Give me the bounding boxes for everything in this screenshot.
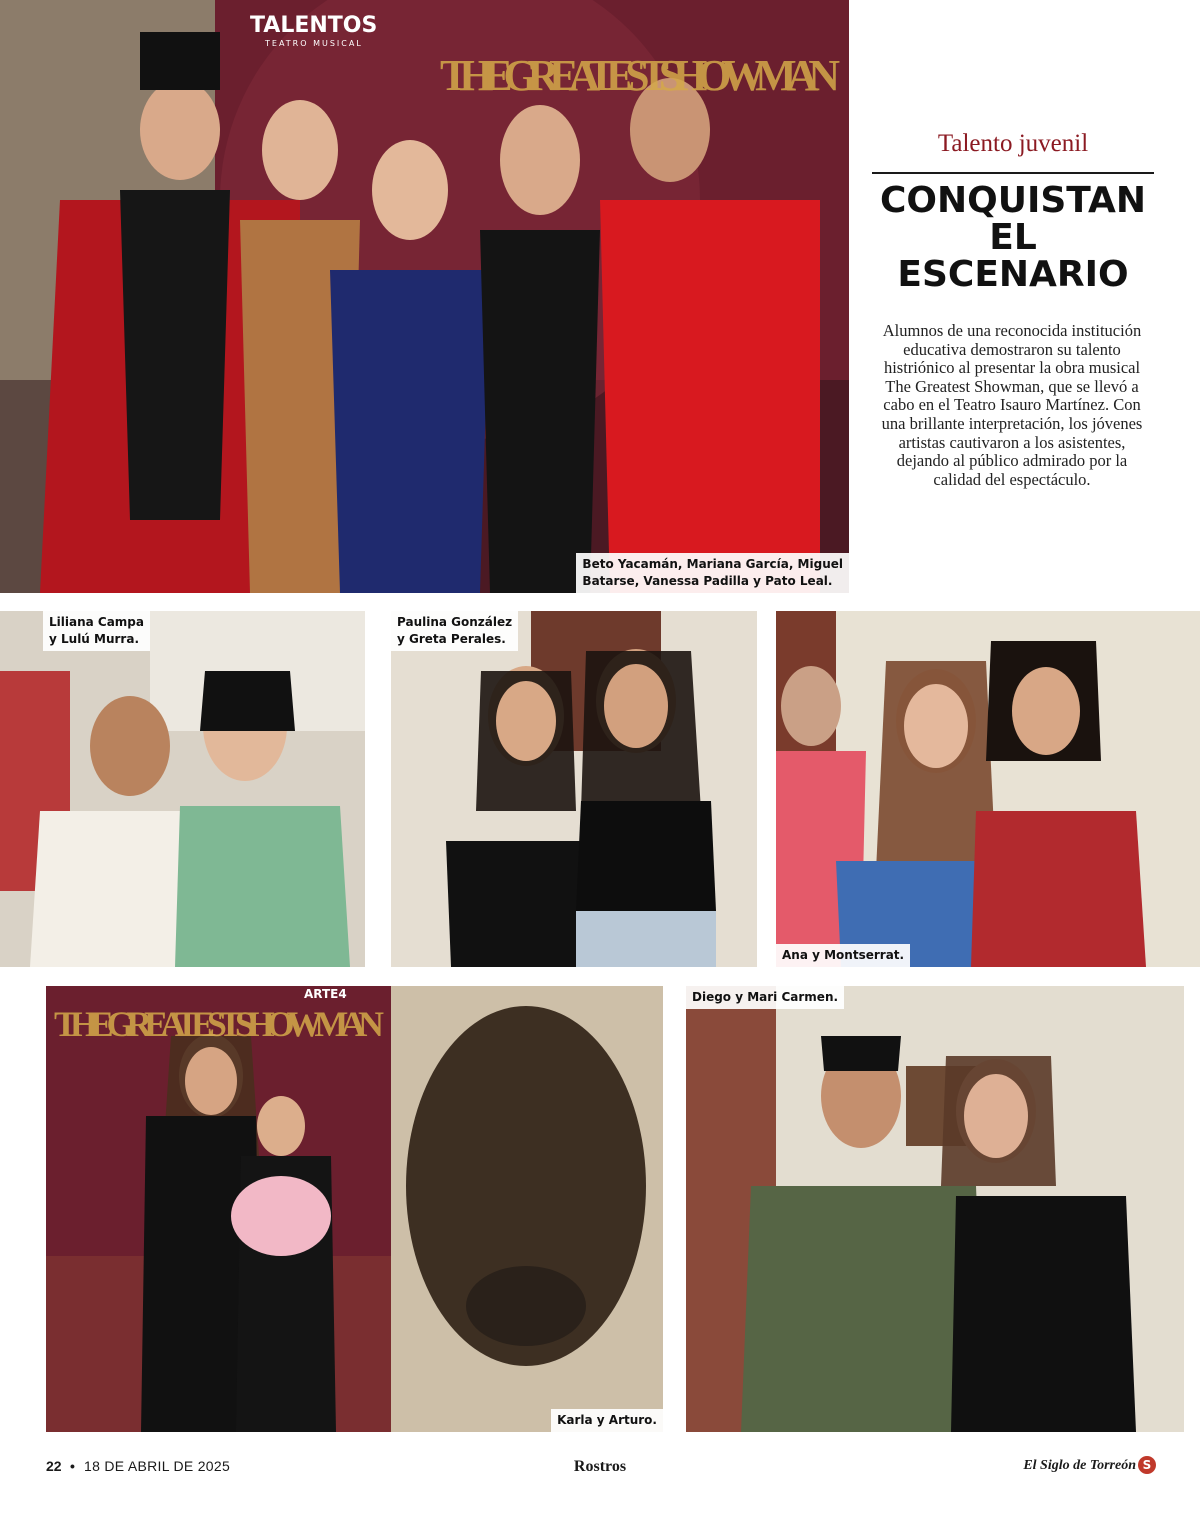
photo-karla-arturo xyxy=(46,986,663,1432)
article-body: Alumnos de una reconocida institución educativa demostraron su talento histriónico al presentar la obra musical The Greatest Showman, que se llevó a cabo en el Teatro Isauro Martínez. Con una brillante interpretación, los jóvenes artistas cautivaron a los asistentes, dejando al público admirado por la calidad del espectáculo. xyxy=(881,321,1143,489)
headline-line: EL xyxy=(989,217,1037,258)
photo-ana-montserrat-image xyxy=(776,611,1200,967)
article-headline xyxy=(872,182,1154,293)
photo-karla-arturo-caption: Karla y Arturo. xyxy=(551,1409,663,1432)
photo-diego-mari-carmen-image xyxy=(686,986,1184,1432)
photo-diego-mari-carmen xyxy=(686,986,1184,1432)
main-photo-brand: TALENTOS xyxy=(250,13,378,38)
photo-paulina-greta-caption: Paulina González y Greta Perales. xyxy=(391,611,518,651)
article-kicker: Talento juvenil xyxy=(937,130,1089,157)
photo-liliana-lulu-image xyxy=(0,611,365,967)
photo-karla-backdrop-title: THE GREATEST SHOWMAN xyxy=(54,1004,385,1044)
main-photo xyxy=(0,0,849,593)
footer-separator: • xyxy=(70,1458,75,1474)
main-photo-backdrop-title: THE GREATEST SHOWMAN xyxy=(440,51,840,100)
footer-section-name: Rostros xyxy=(573,1458,627,1475)
main-photo-brand-sub: TEATRO MUSICAL xyxy=(265,39,363,48)
page-number: 22 xyxy=(46,1458,62,1474)
headline-line: CONQUISTAN xyxy=(879,180,1147,221)
kicker-rule xyxy=(872,172,1154,174)
footer-brand: El Siglo de Torreón xyxy=(1023,1458,1136,1473)
footer-date: 18 DE ABRIL DE 2025 xyxy=(84,1458,231,1474)
photo-ana-montserrat xyxy=(776,611,1200,967)
photo-paulina-greta xyxy=(391,611,757,967)
photo-diego-mari-carmen-caption: Diego y Mari Carmen. xyxy=(686,986,844,1009)
photo-paulina-greta-image xyxy=(391,611,757,967)
headline-line: ESCENARIO xyxy=(897,254,1129,295)
brand-logo-icon: S xyxy=(1138,1456,1156,1474)
photo-liliana-lulu xyxy=(0,611,365,967)
photo-liliana-lulu-caption: Liliana Campa y Lulú Murra. xyxy=(43,611,150,651)
photo-karla-backdrop-brand: ARTE4 xyxy=(304,987,347,1001)
photo-ana-montserrat-caption: Ana y Montserrat. xyxy=(776,944,910,967)
main-photo-image xyxy=(0,0,849,593)
main-photo-caption: Beto Yacamán, Mariana García, Miguel Batarse, Vanessa Padilla y Pato Leal. xyxy=(576,553,849,593)
photo-karla-arturo-image xyxy=(46,986,663,1432)
